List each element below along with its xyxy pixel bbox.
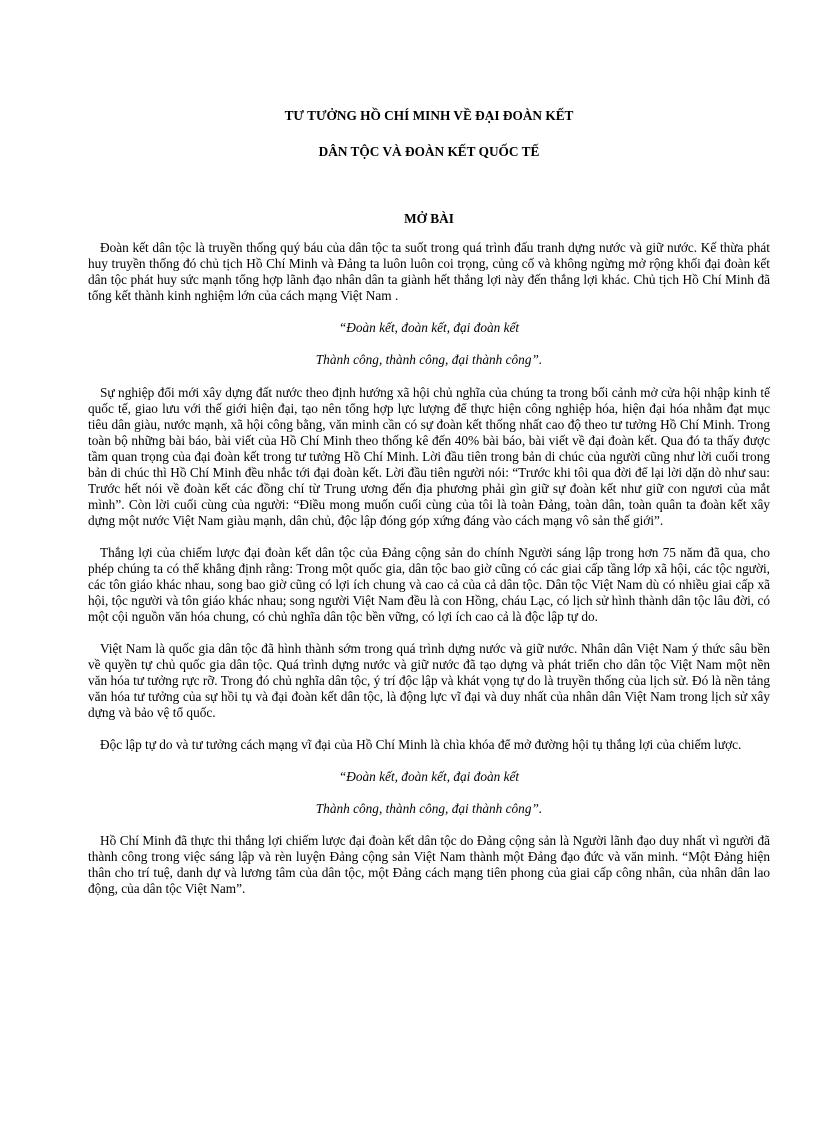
quote-2-line-2: Thành công, thành công, đại thành công”. xyxy=(315,801,543,817)
quote-1-line-2: Thành công, thành công, đại thành công”. xyxy=(315,352,543,368)
paragraph-1: Đoàn kết dân tộc là truyền thống quý báu của dân tộc ta suốt trong quá trình đấu tranh dựng nước và giữ nước. Kế thừa phát huy truyền thống đó chủ tịch Hồ Chí Minh và Đảng ta luôn luôn coi trọng, củng cố và không ngừng mở rộng khối đại đoàn kết dân tộc phát huy sức mạnh tổng hợp lãnh đạo nhân dân ta giành hết thắng lợi này đến thắng lợi khác. Chủ tịch Hồ Chí Minh đã tổng kết thành kinh nghiệm lớn của cách mạng Việt Nam . xyxy=(88,240,770,304)
paragraph-6: Hồ Chí Minh đã thực thi thắng lợi chiếm lược đại đoàn kết dân tộc do Đảng cộng sản là Người lãnh đạo duy nhất vì người đã thành công trong việc sáng lập và rèn luyện Đảng cộng sản Việt Nam thành một Đảng đạo đức và văn minh. “Một Đảng hiện thân cho trí tuệ, danh dự và lương tâm của dân tộc, một Đảng cách mạng tiên phong của giai cấp công nhân, của nhân dân lao động, của dân tộc Việt Nam”. xyxy=(88,833,770,897)
paragraph-5: Độc lập tự do và tư tưởng cách mạng vĩ đại của Hồ Chí Minh là chìa khóa để mở đường hội tụ thắng lợi của chiếm lược. xyxy=(100,737,742,753)
paragraph-4: Việt Nam là quốc gia dân tộc đã hình thành sớm trong quá trình dựng nước và giữ nước. Nhân dân Việt Nam ý thức sâu bền về quyền tự chủ quốc gia dân tộc. Quá trình dựng nước và giữ nước đã tạo dựng và phát triển cho dân tộc Việt Nam một nền văn hóa tư tưởng rực rỡ. Trong đó chủ nghĩa dân tộc, ý trí độc lập và khát vọng tự do là truyền thống của lịch sử. Đó là nền tảng văn hóa tư tưởng của sự hồi tụ và đại đoàn kết dân tộc, là động lực vĩ đại và duy nhất của nhân dân Việt Nam trong lịch sử xây dựng và bảo vệ tổ quốc. xyxy=(88,641,770,721)
paragraph-3: Thắng lợi của chiếm lược đại đoàn kết dân tộc của Đảng cộng sản do chính Người sáng lập trong hơn 75 năm đã qua, cho phép chúng ta có thể khẳng định rằng: Trong một quốc gia, dân tộc bao giờ cũng có các giai cấp tầng lớp xã hội, các tộc người, các tôn giáo khác nhau, song bao giờ cũng có lợi ích chung và cao cả của cả dân tộc. Dân tộc Việt Nam dù có nhiều giai cấp xã hội, tộc người và tôn giáo khác nhau; song người Việt Nam đều là con Hồng, cháu Lạc, có lịch sử hình thành dân tộc lâu đời, có một cội nguồn văn hóa chung, có chủ nghĩa dân tộc bền vững, có lợi ích cao cả là độc lập tự do. xyxy=(88,545,770,625)
quote-2-line-1: “Đoàn kết, đoàn kết, đại đoàn kết xyxy=(338,769,520,785)
document-body xyxy=(88,108,770,897)
section-heading: MỞ BÀI xyxy=(404,211,454,226)
quote-1-line-1: “Đoàn kết, đoàn kết, đại đoàn kết xyxy=(338,320,520,336)
paragraph-2: Sự nghiệp đổi mới xây dựng đất nước theo định hướng xã hội chủ nghĩa của chúng ta trong bối cảnh mở cửa hội nhập kinh tế quốc tế, giao lưu với thế giới hiện đại, tạo nên tổng hợp lực lượng để thực hiện công nghiệp hóa, hiện đại hóa nhằm đạt mục tiêu dân giàu, nước mạnh, xã hội công bằng, văn minh cần có sự đoàn kết thống nhất cao độ theo tư tưởng Hồ Chí Minh. Trong toàn bộ những bài báo, bài viết của Hồ Chí Minh theo thống kê đến 40% bài báo, bài viết về đại đoàn kết. Qua đó ta thấy được tầm quan trọng của đại đoàn kết trong tư tưởng Hồ Chí Minh. Lời đầu tiên trong bản di chúc của người cũng như lời cuối trong bản di chúc thì Hồ Chí Minh đều nhắc tới đại đoàn kết. Lời đầu tiên người nói: “Trước khi tôi qua đời để lại lời dặn dò như sau: Trước hết nói về đoàn kết các đồng chí từ Trung ương đến địa phương phải gìn giữ sự đoàn kết như giữ con ngươi của mắt mình”. Còn lời cuối cùng của người: “Điều mong muốn cuối cùng của tôi là toàn Đảng, toàn dân, toàn quân ta đoàn kết xây dựng một nước Việt Nam giàu mạnh, dân chủ, độc lập đóng góp xứng đáng vào cách mạng vô sản thế giới”. xyxy=(88,385,770,529)
document-title-line-1: TƯ TƯỞNG HỒ CHÍ MINH VỀ ĐẠI ĐOÀN KẾT xyxy=(284,108,574,123)
document-title-line-2: DÂN TỘC VÀ ĐOÀN KẾT QUỐC TẾ xyxy=(318,144,540,159)
